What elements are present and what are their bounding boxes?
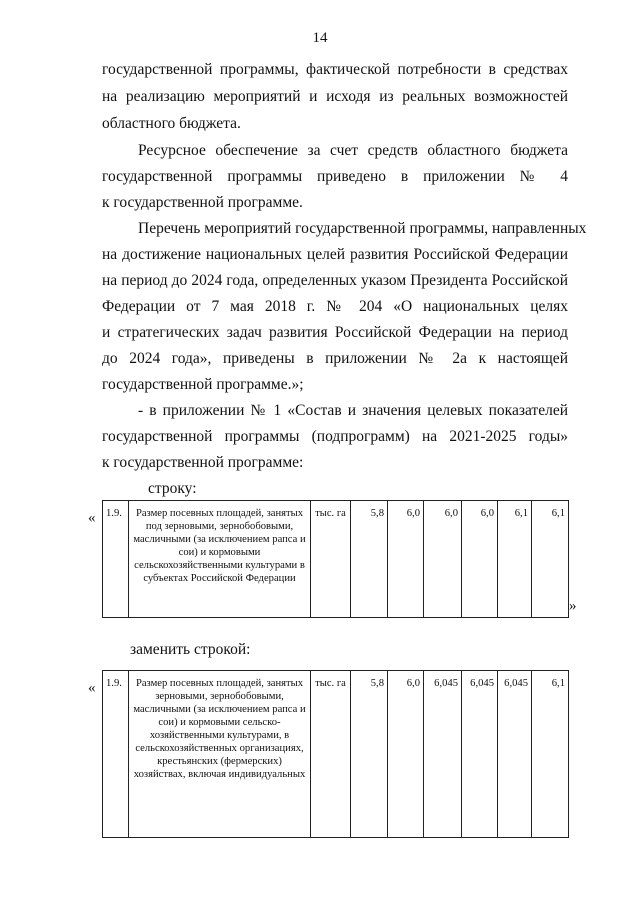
value-cell: 6,045 <box>424 671 462 838</box>
close-quote-old-row: » <box>569 598 577 614</box>
paragraph-4-line-2: государственной программы (подпрограмм) на 2021-2025 годы» <box>102 428 568 445</box>
paragraph-3-line-6: до 2024 года», приведены в приложении № 2а к настоящей <box>102 350 568 367</box>
paragraph-3-line-5: и стратегических задач развития Российской Федерации на период <box>102 324 568 341</box>
paragraph-1-line-2: на реализацию мероприятий и исходя из реальных возможностей <box>102 88 568 105</box>
paragraph-3-line-2: на достижение национальных целей развития Российской Федерации <box>102 246 568 263</box>
unit: тыс. га <box>311 501 351 618</box>
value-cell: 6,045 <box>498 671 532 838</box>
row-number: 1.9. <box>103 501 129 618</box>
paragraph-2-line-3: к государственной программе. <box>102 194 303 211</box>
paragraph-3-line-3: на период до 2024 года, определенных указом Президента Российской <box>102 272 568 289</box>
value-cell: 6,0 <box>388 671 424 838</box>
paragraph-3-line-1: Перечень мероприятий государственной программы, направленных <box>138 220 587 237</box>
paragraph-2-line-1: Ресурсное обеспечение за счет средств областного бюджета <box>138 142 568 159</box>
value-cell: 5,8 <box>351 671 388 838</box>
paragraph-1-line-3: областного бюджета. <box>102 115 241 132</box>
unit: тыс. га <box>311 671 351 838</box>
value-cell: 6,0 <box>424 501 462 618</box>
paragraph-4-line-3: к государственной программе: <box>102 454 304 471</box>
label-row: строку: <box>148 480 197 497</box>
value-cell: 6,1 <box>532 501 569 618</box>
paragraph-3-line-4: Федерации от 7 мая 2018 г. № 204 «О национальных целях <box>102 298 568 315</box>
indicator-name: Размер посевных площадей, занятых под зерновыми, зернобобовыми, масличными (за исключением рапса и сои) и кормовыми сельскохозяйственными культурами в субъектах Российской Федерации <box>129 501 311 618</box>
paragraph-3-line-7: государственной программе.»; <box>102 376 304 393</box>
value-cell: 6,0 <box>388 501 424 618</box>
value-cell: 5,8 <box>351 501 388 618</box>
paragraph-1-line-1: государственной программы, фактической потребности в средствах <box>102 61 568 78</box>
page-number: 14 <box>312 30 328 46</box>
value-cell: 6,1 <box>498 501 532 618</box>
value-cell: 6,0 <box>462 501 498 618</box>
label-replace: заменить строкой: <box>130 641 251 658</box>
indicator-name: Размер посевных площадей, занятых зерновыми, зернобобовыми, масличными (за исключением рапса и сои) и кормовыми сельско-хозяйственными культурами, в сельскохозяйственных организациях, крестьянских (фермерских) хозяйствах, включая индивидуальных <box>129 671 311 838</box>
paragraph-2-line-2: государственной программы приведено в приложении № 4 <box>102 168 568 185</box>
paragraph-4-line-1: - в приложении № 1 «Состав и значения целевых показателей <box>138 402 568 419</box>
table-row <box>103 501 569 618</box>
value-cell: 6,1 <box>532 671 569 838</box>
open-quote-new-row: « <box>88 680 96 696</box>
row-number: 1.9. <box>103 671 129 838</box>
old-row-table <box>102 500 569 618</box>
open-quote-old-row: « <box>88 510 96 526</box>
table-row <box>103 671 569 838</box>
new-row-table <box>102 670 569 838</box>
value-cell: 6,045 <box>462 671 498 838</box>
